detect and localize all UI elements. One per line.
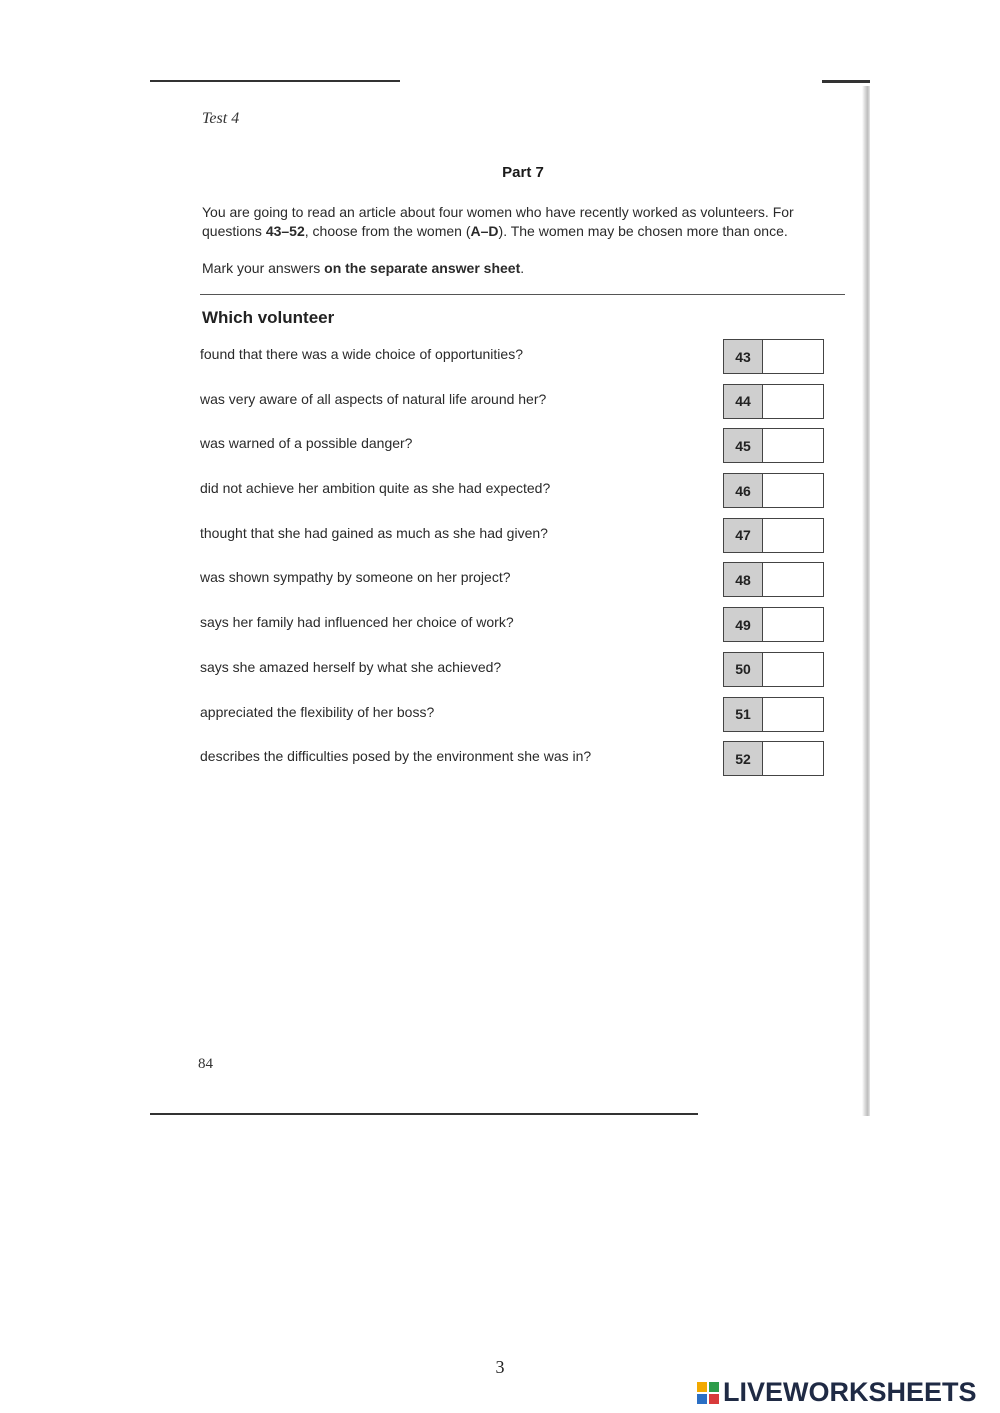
- question-row: [200, 472, 830, 517]
- answer-box: [723, 384, 824, 419]
- top-rule: [150, 80, 400, 82]
- question-number: 46: [724, 474, 763, 507]
- bottom-rule: [150, 1113, 698, 1115]
- question-row: [200, 517, 830, 562]
- answer-box: [723, 562, 824, 597]
- question-text: says her family had influenced her choice of work?: [200, 614, 514, 631]
- part-title: Part 7: [502, 164, 544, 181]
- test-label: Test 4: [202, 110, 240, 127]
- question-text: describes the difficulties posed by the environment she was in?: [200, 748, 592, 765]
- question-text: was shown sympathy by someone on her project?: [200, 569, 511, 586]
- answer-box: [723, 607, 824, 642]
- answer-field[interactable]: [763, 742, 823, 775]
- liveworksheets-brand: [697, 1377, 977, 1408]
- question-number: 47: [724, 519, 763, 552]
- question-row: [200, 427, 830, 472]
- question-text: was warned of a possible danger?: [200, 435, 413, 452]
- answer-field[interactable]: [763, 474, 823, 507]
- liveworksheets-logo-icon: [697, 1382, 719, 1404]
- answer-field[interactable]: [763, 608, 823, 641]
- answer-box: [723, 428, 824, 463]
- answer-box: [723, 697, 824, 732]
- answer-field[interactable]: [763, 698, 823, 731]
- answer-field[interactable]: [763, 385, 823, 418]
- question-number: 48: [724, 563, 763, 596]
- question-text: appreciated the flexibility of her boss?: [200, 703, 435, 720]
- answer-box: [723, 473, 824, 508]
- answer-field[interactable]: [763, 340, 823, 373]
- question-number: 50: [724, 653, 763, 686]
- question-text: found that there was a wide choice of opportunities?: [200, 346, 523, 362]
- question-row: [200, 740, 830, 785]
- question-row: [200, 606, 830, 651]
- question-text: thought that she had gained as much as she had given?: [200, 524, 548, 541]
- question-number: 44: [724, 385, 763, 418]
- answer-field[interactable]: [763, 519, 823, 552]
- answer-field[interactable]: [763, 563, 823, 596]
- question-row: [200, 338, 830, 383]
- question-range: 43–52: [265, 223, 305, 239]
- sheet-page-number: 3: [495, 1357, 505, 1377]
- answer-box: [723, 339, 824, 374]
- question-row: [200, 651, 830, 696]
- question-text: was very aware of all aspects of natural life around her?: [200, 390, 547, 407]
- brand-name: LIVEWORKSHEETS: [723, 1377, 977, 1407]
- answer-box: [723, 741, 824, 776]
- question-text: did not achieve her ambition quite as she had expected?: [200, 480, 551, 497]
- question-row: [200, 561, 830, 606]
- answer-instruction: Mark your answers on the separate answer sheet.: [202, 260, 525, 276]
- answer-field[interactable]: [763, 429, 823, 462]
- question-number: 52: [724, 742, 763, 775]
- question-row: [200, 696, 830, 741]
- answer-box: [723, 652, 824, 687]
- answer-field[interactable]: [763, 653, 823, 686]
- answer-box: [723, 518, 824, 553]
- section-divider: [200, 294, 845, 295]
- page-edge-shadow: [862, 86, 870, 1116]
- question-row: [200, 383, 830, 428]
- options-range: A–D: [470, 223, 499, 239]
- section-heading: Which volunteer: [202, 308, 335, 327]
- question-number: 51: [724, 698, 763, 731]
- question-list: [200, 338, 830, 785]
- book-page-number: 84: [198, 1056, 213, 1072]
- instructions: You are going to read an article about four women who have recently worked as volunteers. For questions 43–52, choose from the women (A–D). The women may be chosen more than once.: [202, 204, 794, 239]
- question-number: 49: [724, 608, 763, 641]
- top-rule-right: [822, 80, 870, 83]
- question-text: says she amazed herself by what she achieved?: [200, 658, 502, 675]
- question-number: 45: [724, 429, 763, 462]
- question-number: 43: [724, 340, 763, 373]
